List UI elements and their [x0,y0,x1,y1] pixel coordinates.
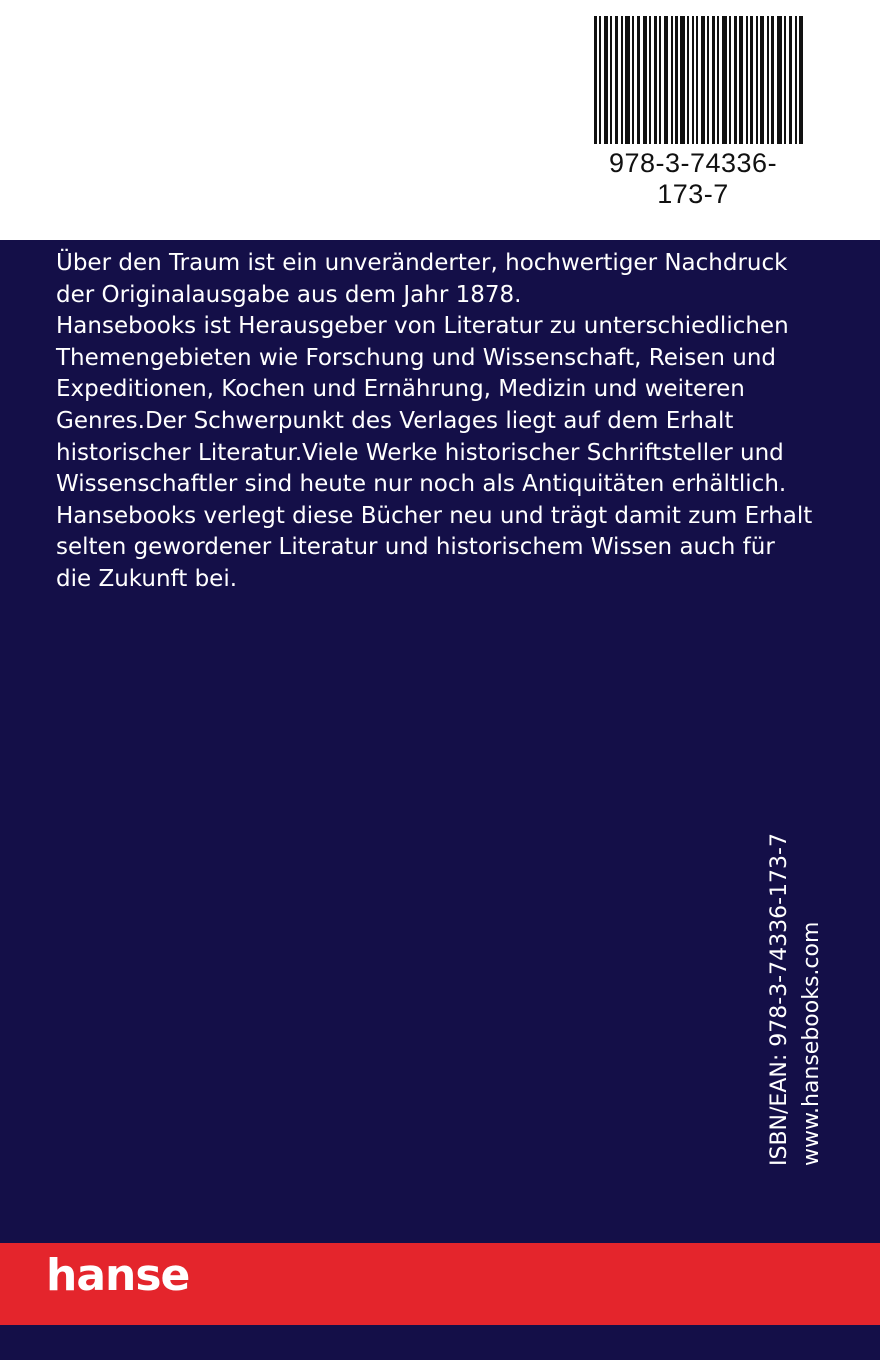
spine-info-text [764,833,828,1166]
description-paragraph: Über den Traum ist ein unveränderter, hochwertiger Nachdruck der Originalausgabe aus dem Jahr 1878. [56,250,788,308]
book-description [56,248,816,596]
barcode-bars [594,16,804,144]
bottom-strip [0,1325,880,1360]
isbn-text: ISBN/EAN: 978-3-74336-173-7 [767,833,792,1166]
hanse-logo: hanse [46,1250,190,1301]
barcode-number: 978-3-74336-173-7 [608,148,778,209]
description-paragraph: Hansebooks ist Herausgeber von Literatur zu unterschiedlichen Themengebieten wie Forschung und Wissenschaft, Reisen und Expeditionen, Kochen und Ernährung, Medizin und weiteren Genres.Der Schwerpunkt des Verlages liegt auf dem Erhalt historischer Literatur.Viele Werke historischer Schriftsteller und Wissenschaftler sind heute nur noch als Antiquitäten erhältlich. Hansebooks verlegt diese Bücher neu und trägt damit zum Erhalt selten gewordener Literatur und historischem Wissen auch für die Zukunft bei. [56,313,813,592]
spine-info [764,833,824,1166]
barcode [588,16,810,209]
website-text: www.hansebooks.com [799,921,824,1166]
